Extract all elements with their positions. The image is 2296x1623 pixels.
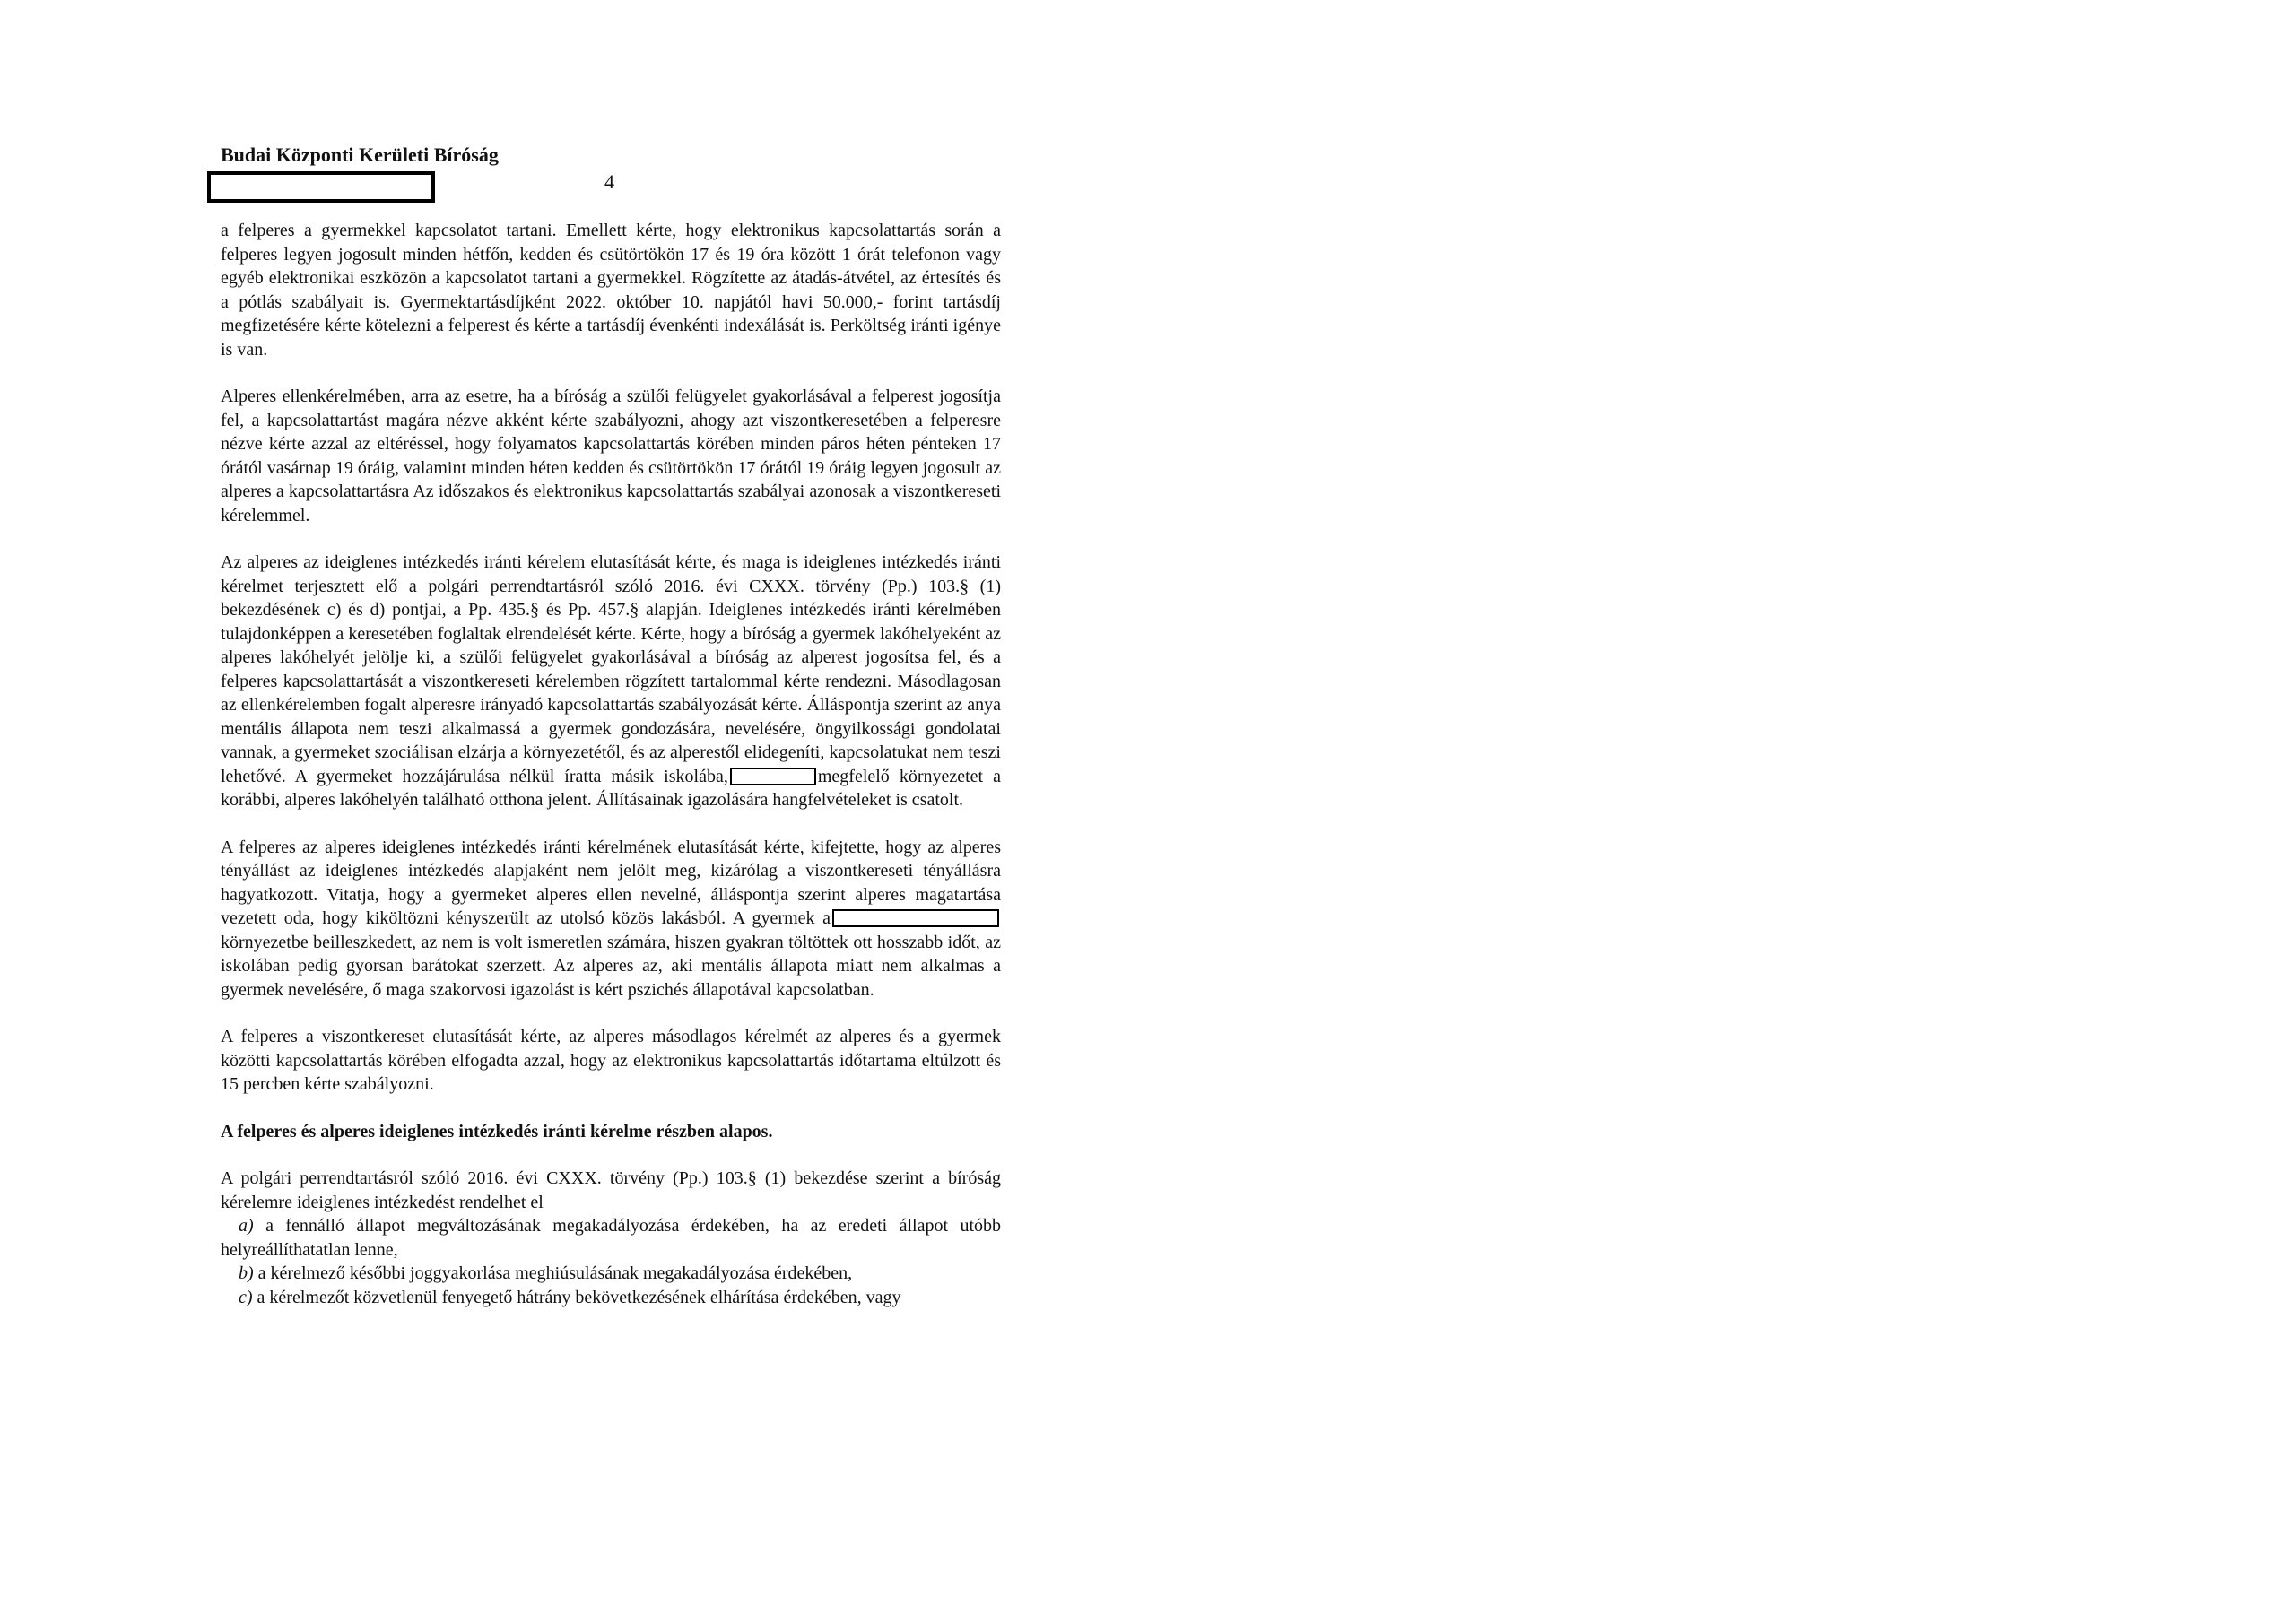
law-point-a-text: a fennálló állapot megváltozásának megakadályozása érdekében, ha az eredeti állapot utóbb helyreállíthatatlan lenne,: [221, 1216, 1002, 1260]
paragraph-4-text-b: környezetbe beilleszkedett, az nem is volt ismeretlen számára, hiszen gyakran töltöttek ott hosszabb időt, az iskolában pedig gyorsan barátokat szerzett. Az alperes az, aki mentális állapota miatt nem alkalmas a gyermek nevelésére, ő maga szakorvosi igazolást is kért pszichés állapotával kapcsolatban.: [221, 932, 1001, 1000]
page-number: 4: [604, 170, 614, 193]
paragraph-3-text-a: Az alperes az ideiglenes intézkedés iránti kérelem elutasítását kérte, és maga is ideiglenes intézkedés iránti kérelmet terjesztett elő a polgári perrendtartásról szóló 2016. évi CXXX. törvény (Pp.) 103.§ (1) bekezdésének c) és d) pontjai, a Pp. 435.§ és Pp. 457.§ alapján. Ideiglenes intézkedés iránti kérelmében tulajdonképpen a keresetében foglaltak elrendelését kérte. Kérte, hogy a bíróság a gyermek lakóhelyeként az alperes lakóhelyét jelölje ki, a szülői felügyelet gyakorlásával a bíróság az alperest jogosítsa fel, és a felperes kapcsolattartását a viszontkereseti kérelemben rögzített tartalommal kérte rendezni. Másodlagosan az ellenkérelemben fogalt alperesre irányadó kapcsolattartás szabályozását kérte. Álláspontja szerint az anya mentális állapota nem teszi alkalmassá a gyermek gondozására, nevelésére, öngyilkossági gondolatai vannak, a gyermeket szociálisan elzárja a környezetétől, és az alperestől elidegeníti, kapcsolatukat nem teszi lehetővé. A gyermeket hozzájárulása nélkül íratta másik iskolába,: [221, 552, 1001, 786]
paragraph-5: A felperes a viszontkereset elutasítását kérte, az alperes másodlagos kérelmét az alperes és a gyermek közötti kapcsolattartás körében elfogadta azzal, hogy az elektronikus kapcsolattartás időtartama eltúlzott és 15 percben kérte szabályozni.: [221, 1027, 1001, 1094]
law-intro: A polgári perrendtartásról szóló 2016. évi CXXX. törvény (Pp.) 103.§ (1) bekezdése szerint a bíróság kérelemre ideiglenes intézkedést rendelhet el: [221, 1168, 1001, 1212]
law-point-b: [221, 1262, 1001, 1286]
redacted-location: [832, 909, 999, 927]
law-point-a: [221, 1214, 1001, 1262]
document-body: [221, 219, 1001, 1309]
redacted-case-number: [207, 171, 435, 203]
law-point-c-text: a kérelmezőt közvetlenül fenyegető hátrány bekövetkezésének elhárítása érdekében, vagy: [257, 1287, 901, 1307]
law-point-b-text: a kérelmező későbbi joggyakorlása meghiúsulásának megakadályozása érdekében,: [257, 1263, 853, 1283]
paragraph-2: Alperes ellenkérelmében, arra az esetre, ha a bíróság a szülői felügyelet gyakorlásával a felperest jogosítja fel, a kapcsolattartást magára nézve akként kérte szabályozni, ahogy azt viszontkeresetében a felperesre nézve kérte azzal az eltéréssel, hogy folyamatos kapcsolattartás körében minden páros héten pénteken 17 órától vasárnap 19 óráig, valamint minden héten kedden és csütörtökön 17 órától 19 óráig legyen jogosult az alperes a kapcsolattartásra Az időszakos és elektronikus kapcsolattartás szabályai azonosak a viszontkereseti kérelemmel.: [221, 386, 1001, 525]
paragraph-4: [221, 836, 1001, 1002]
paragraph-3-text-b: megfelelő környezetet a korábbi, alperes lakóhelyén található otthona jelent. Állításainak igazolására hangfelvételeket is csatolt.: [221, 766, 1002, 810]
paragraph-4-text-a: A felperes az alperes ideiglenes intézkedés iránti kérelmének elutasítását kérte, kifejtette, hogy az alperes tényállást az ideiglenes intézkedés alapjaként nem jelölt meg, kizárólag a viszontkereseti tényállásra hagyatkozott. Vitatja, hogy a gyermeket alperes ellen nevelné, álláspontja szerint alperes magatartása vezetett oda, hogy kiköltözni kényszerült az utolsó közös lakásból. A gyermek a: [221, 837, 1001, 928]
law-point-c: [221, 1286, 1001, 1310]
paragraph-3: [221, 551, 1001, 812]
ruling-heading: A felperes és alperes ideiglenes intézkedés iránti kérelme részben alapos.: [221, 1121, 773, 1141]
law-point-c-marker: c): [239, 1287, 253, 1307]
paragraph-1: a felperes a gyermekkel kapcsolatot tartani. Emellett kérte, hogy elektronikus kapcsolattartás során a felperes legyen jogosult minden hétfőn, kedden és csütörtökön 17 és 19 óra között 1 órát telefonon vagy egyéb elektronikai eszközön a kapcsolatot tartani a gyermekkel. Rögzítette az átadás-átvétel, az értesítés és a pótlás szabályait is. Gyermektartásdíjként 2022. október 10. napjától havi 50.000,- forint tartásdíj megfizetésére kérte kötelezni a felperest és kérte a tartásdíj évenkénti indexálását is. Perköltség iránti igénye is van.: [221, 221, 1001, 360]
law-point-b-marker: b): [239, 1263, 254, 1283]
court-name: Budai Központi Kerületi Bíróság: [221, 143, 499, 166]
law-point-a-marker: a): [239, 1216, 254, 1236]
redacted-school-name: [730, 768, 816, 785]
